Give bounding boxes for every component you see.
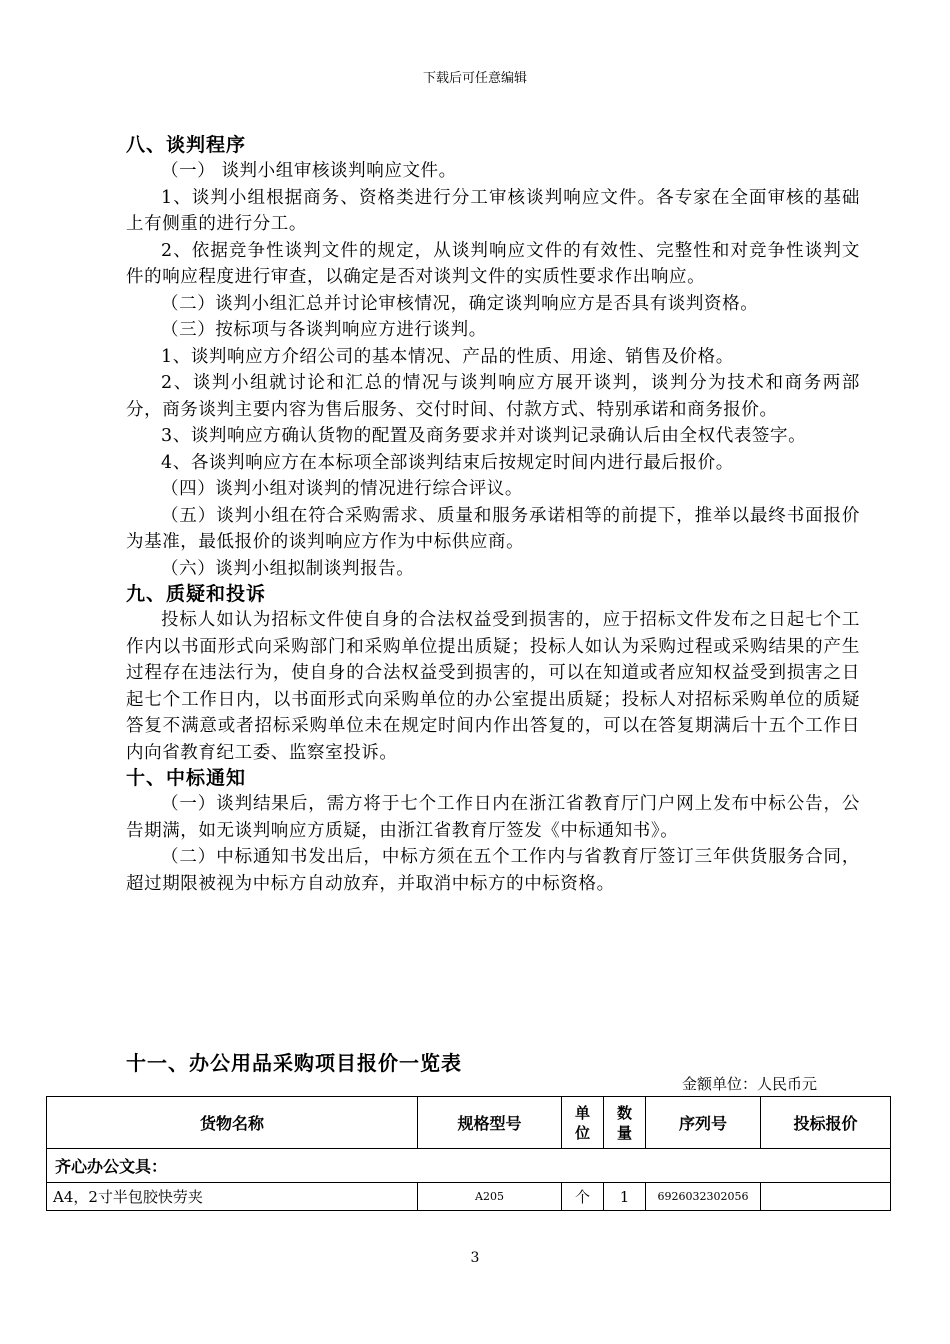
paragraph: 4、各谈判响应方在本标项全部谈判结束后按规定时间内进行最后报价。	[161, 452, 734, 473]
section-10-title: 十、中标通知	[126, 767, 247, 789]
item-name: A4，2寸半包胶快劳夹	[47, 1183, 418, 1211]
table-row	[47, 1183, 891, 1211]
table-header-row	[47, 1097, 891, 1149]
quotation-table	[46, 1096, 891, 1211]
item-serial: 6926032302056	[646, 1183, 761, 1211]
item-spec: A205	[418, 1183, 562, 1211]
paragraph: 2、谈判小组就讨论和汇总的情况与谈判响应方展开谈判，谈判分为技术和商务两部分，商务谈判主要内容为售后服务、交付时间、付款方式、特别承诺和商务报价。	[126, 373, 860, 420]
header-unit: 单 位	[562, 1097, 604, 1149]
paragraph: 1、谈判响应方介绍公司的基本情况、产品的性质、用途、销售及价格。	[161, 346, 734, 367]
paragraph: 1、谈判小组根据商务、资格类进行分工审核谈判响应文件。各专家在全面审核的基础上有侧重的进行分工。	[126, 187, 860, 234]
paragraph: （四）谈判小组对谈判的情况进行综合评议。	[161, 479, 523, 499]
header-bid-price: 投标报价	[761, 1097, 891, 1149]
item-unit: 个	[562, 1183, 604, 1211]
header-serial-number: 序列号	[646, 1097, 761, 1149]
paragraph: （五）谈判小组在符合采购需求、质量和服务承诺相等的前提下，推举以最终书面报价为基准，最低报价的谈判响应方作为中标供应商。	[126, 505, 860, 552]
paragraph: （一） 谈判小组审核谈判响应文件。	[161, 161, 457, 181]
paragraph: 3、谈判响应方确认货物的配置及商务要求并对谈判记录确认后由全权代表签字。	[161, 426, 807, 446]
item-quantity: 1	[604, 1183, 646, 1211]
section-8-title: 八、谈判程序	[126, 134, 247, 156]
paragraph: 投标人如认为招标文件使自身的合法权益受到损害的，应于招标文件发布之日起七个工作内以书面形式向采购部门和采购单位提出质疑；投标人如认为采购过程或采购结果的产生过程存在违法行为，使自身的合法权益受到损害的，可以在知道或者应知权益受到损害之日起七个工作日内，以书面形式向采购单位的办公室提出质疑；投标人对招标采购单位的质疑答复不满意或者招标采购单位未在规定时间内作出答复的，可以在答复期满后十五个工作日内向省教育纪工委、监察室投诉。	[126, 610, 860, 763]
section-11-title: 十一、办公用品采购项目报价一览表	[126, 1051, 462, 1075]
paragraph: （三）按标项与各谈判响应方进行谈判。	[161, 320, 487, 340]
category-label: 齐心办公文具：	[47, 1149, 891, 1183]
header-quantity: 数 量	[604, 1097, 646, 1149]
page-number: 3	[470, 1250, 480, 1266]
item-price[interactable]	[761, 1183, 891, 1211]
document-body	[126, 133, 860, 897]
category-row	[47, 1149, 891, 1183]
paragraph: （一）谈判结果后，需方将于七个工作日内在浙江省教育厅门户网上发布中标公告，公告期满，如无谈判响应方质疑，由浙江省教育厅签发《中标通知书》。	[126, 794, 860, 841]
paragraph: （六）谈判小组拟制谈判报告。	[161, 558, 415, 579]
header-spec-model: 规格型号	[418, 1097, 562, 1149]
paragraph: 2、依据竞争性谈判文件的规定，从谈判响应文件的有效性、完整性和对竞争性谈判文件的响应程度进行审查，以确定是否对谈判文件的实质性要求作出响应。	[126, 240, 860, 287]
paragraph: （二）中标通知书发出后，中标方须在五个工作内与省教育厅签订三年供货服务合同，超过期限被视为中标方自动放弃，并取消中标方的中标资格。	[126, 847, 860, 894]
currency-unit-note: 金额单位：人民币元	[682, 1075, 818, 1093]
page-header: 下载后可任意编辑	[422, 71, 527, 86]
paragraph: （二）谈判小组汇总并讨论审核情况，确定谈判响应方是否具有谈判资格。	[161, 293, 759, 314]
section-9-title: 九、质疑和投诉	[126, 583, 267, 605]
header-goods-name: 货物名称	[47, 1097, 418, 1149]
